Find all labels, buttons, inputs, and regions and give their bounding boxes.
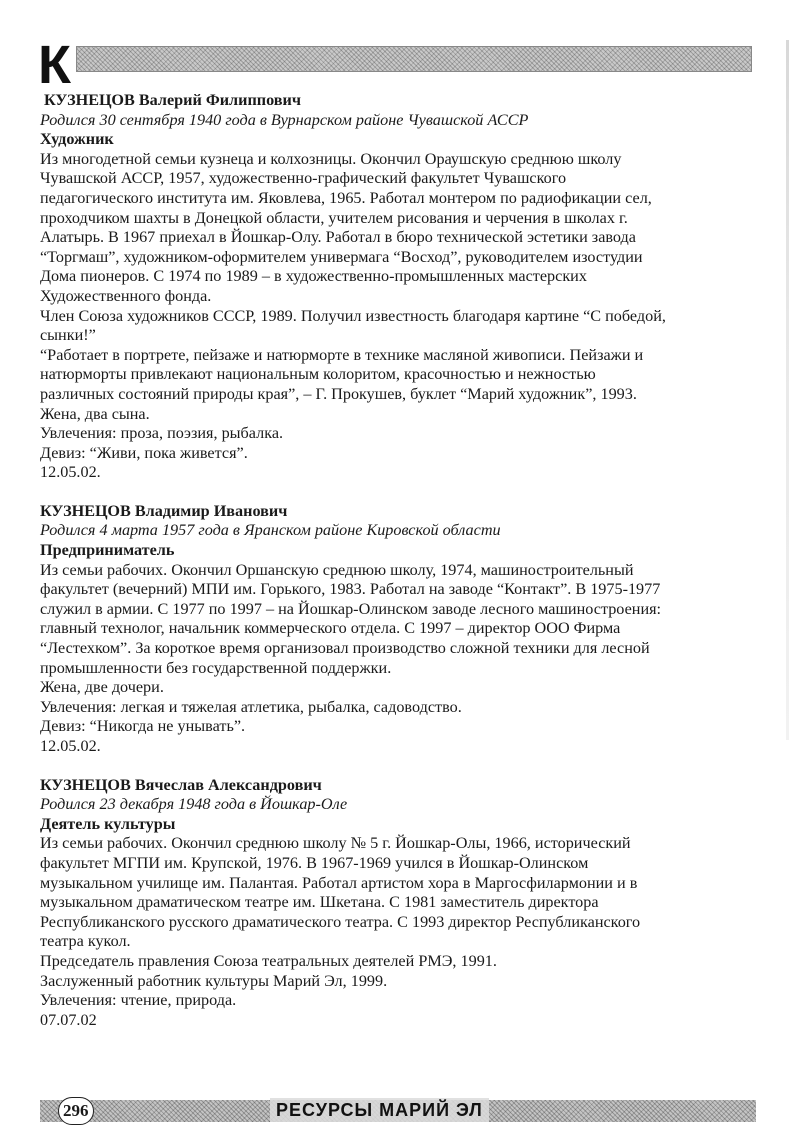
entry-text-line: Республиканского русского драматического театра. С 1993 директор Республиканского [40,912,641,931]
entry-role: Художник [40,130,114,149]
entry-text-line: Жена, два сына. [40,404,150,423]
entry-text-line: Из семьи рабочих. Окончил среднюю школу № 5 г. Йошкар-Олы, 1966, исторический [40,834,631,853]
page-edge-shadow [786,40,789,740]
entry-text-line: факультет (вечерний) МПИ им. Горького, 1983. Работал на заводе “Контакт”. В 1975-1977 [40,580,661,599]
section-header [38,35,752,95]
entry-text-line: Художественного фонда. [40,286,212,305]
publication-title: РЕСУРСЫ МАРИЙ ЭЛ [270,1098,489,1122]
biography-entry [40,776,760,1031]
page-footer [40,1097,756,1125]
entry-text-line: промышленности без государственной поддержки. [40,658,392,677]
entry-name: КУЗНЕЦОВ Владимир Иванович [40,501,288,520]
entry-text-line: Алатырь. В 1967 приехал в Йошкар-Олу. Работал в бюро технической эстетики завода [40,228,636,247]
entries-list [40,91,760,1049]
entry-text-line: “Лестехком”. За короткое время организовал производство сложной техники для лесной [40,639,650,658]
entry-role: Деятель культуры [40,814,176,833]
entry-birth: Родился 4 марта 1957 года в Яранском районе Кировской области [40,521,501,540]
section-letter: К [38,35,71,95]
entry-name: КУЗНЕЦОВ Вячеслав Александрович [40,775,322,794]
biography-entry [40,502,760,757]
page-number: 296 [58,1097,94,1125]
entry-date: 12.05.02. [40,463,101,482]
entry-text-line: Девиз: “Никогда не унывать”. [40,717,246,736]
entry-birth: Родился 30 сентября 1940 года в Вурнарском районе Чувашской АССР [40,110,529,129]
entry-text-line: проходчиком шахты в Донецкой области, учителем рисования и черчения в школах г. [40,208,628,227]
entry-text-line: служил в армии. С 1977 по 1997 – на Йошкар-Олинском заводе лесного машиностроения: [40,599,662,618]
entry-text-line: Председатель правления Союза театральных деятелей РМЭ, 1991. [40,951,497,970]
entry-text-line: педагогического института им. Яковлева, 1965. Работал монтером по радиофикации сел, [40,188,652,207]
entry-text-line: Член Союза художников СССР, 1989. Получил известность благодаря картине “С победой, [40,306,666,325]
entry-text-line: натюрморты привлекают национальным колоритом, красочностью и нежностью [40,365,596,384]
entry-text-line: Из семьи рабочих. Окончил Оршанскую среднюю школу, 1974, машиностроительный [40,560,634,579]
entry-text-line: Из многодетной семьи кузнеца и колхозницы. Окончил Ораушскую среднюю школу [40,149,622,168]
biography-entry [40,91,760,483]
entry-text-line: музыкальном училище им. Палантая. Работал артистом хора в Маргосфилармонии и в [40,873,638,892]
entry-text-line: Увлечения: проза, поэзия, рыбалка. [40,424,284,443]
entry-text-line: “Работает в портрете, пейзаже и натюрморте в технике масляной живописи. Пейзажи и [40,345,644,364]
entry-name: КУЗНЕЦОВ Валерий Филиппович [44,91,302,109]
entry-text-line: музыкальном драматическом театре им. Шкетана. С 1981 заместитель директора [40,893,599,912]
entry-text-line: Заслуженный работник культуры Марий Эл, 1999. [40,971,388,990]
entry-date: 12.05.02. [40,737,101,755]
entry-text-line: факультет МГПИ им. Крупской, 1976. В 1967-1969 учился в Йошкар-Олинском [40,853,589,872]
entry-text-line: Чувашской АССР, 1957, художественно-графический факультет Чувашского [40,169,567,188]
entry-text-line: Увлечения: чтение, природа. [40,991,237,1010]
entry-text-line: театра кукол. [40,932,131,951]
entry-role: Предприниматель [40,541,175,560]
entry-text-line: Жена, две дочери. [40,678,164,697]
header-band [76,46,752,72]
entry-birth: Родился 23 декабря 1948 года в Йошкар-Оле [40,795,348,814]
entry-text-line: различных состояний природы края”, – Г. Прокушев, буклет “Марий художник”, 1993. [40,384,637,403]
entry-text-line: Дома пионеров. С 1974 по 1989 – в художественно-промышленных мастерских [40,267,587,286]
entry-text-line: Увлечения: легкая и тяжелая атлетика, рыбалка, садоводство. [40,697,462,716]
entry-date: 07.07.02 [40,1010,97,1029]
entry-text-line: главный технолог, начальник коммерческого отдела. С 1997 – директор ООО Фирма [40,619,621,638]
entry-text-line: “Торгмаш”, художником-оформителем универмага “Восход”, руководителем изостудии [40,247,643,266]
entry-text-line: сынки!” [40,326,96,345]
entry-text-line: Девиз: “Живи, пока живется”. [40,443,248,462]
